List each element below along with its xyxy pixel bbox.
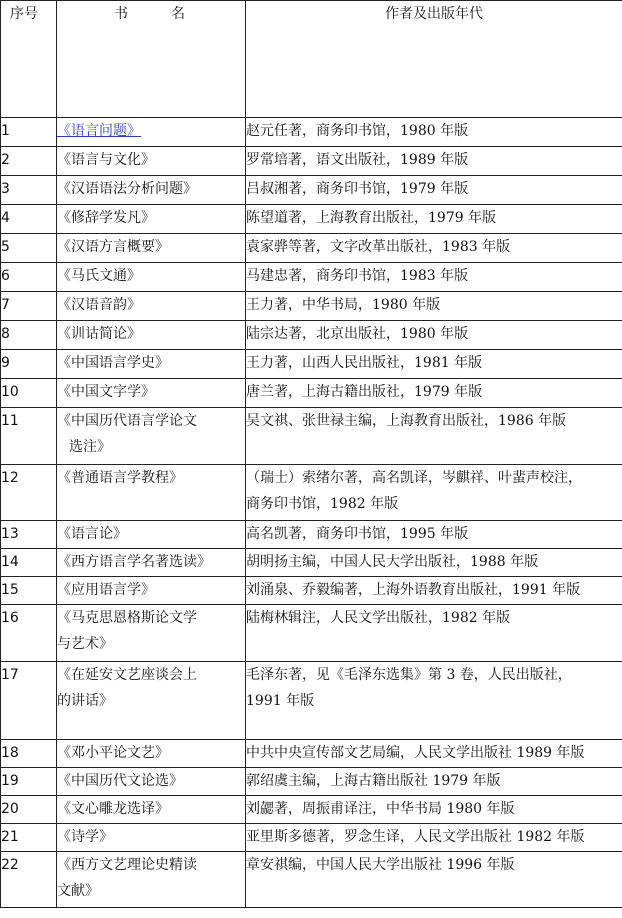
row-title-line-2: 选注》 [69,439,111,455]
row-author: 袁家骅等著，文字改革出版社，1983 年版 [246,234,622,263]
row-number: 17 [1,662,57,740]
table-row [1,852,622,908]
row-number: 4 [1,205,57,234]
row-title: 《中国历代文论选》 [57,768,246,796]
header-title-char-1: 书 [114,6,131,22]
table-row [1,408,622,465]
row-author: 马建忠著，商务印书馆，1983 年版 [246,263,622,292]
row-number: 2 [1,147,57,176]
row-title [57,408,246,465]
row-title [57,662,246,740]
row-title: 《训诂简论》 [57,321,246,350]
row-title: 《修辞学发凡》 [57,205,246,234]
row-author: 唐兰著，上海古籍出版社，1979 年版 [246,379,622,408]
table-row [1,521,622,549]
table-row [1,379,622,408]
row-author: 罗常培著，语文出版社，1989 年版 [246,147,622,176]
row-author: 王力著，山西人民出版社，1981 年版 [246,350,622,379]
table-row [1,740,622,768]
row-title: 《邓小平论文艺》 [57,740,246,768]
table-row [1,263,622,292]
row-number: 7 [1,292,57,321]
row-title: 《诗学》 [57,824,246,852]
row-author: 高名凯著，商务印书馆，1995 年版 [246,521,622,549]
row-author-line-2: 商务印书馆，1982 年版 [246,496,399,512]
row-author: 陆宗达著，北京出版社，1980 年版 [246,321,622,350]
row-title-line-2: 与艺术》 [57,636,113,652]
row-author: 王力著，中华书局，1980 年版 [246,292,622,321]
header-index: 序号 [1,1,57,118]
table-row [1,768,622,796]
row-author: 赵元任著，商务印书馆，1980 年版 [246,118,622,147]
row-author-line-1: 毛泽东著，见《毛泽东选集》第 3 卷，人民出版社， [246,667,572,683]
row-number: 6 [1,263,57,292]
row-number: 11 [1,408,57,465]
row-title-line-2: 文献》 [57,883,99,899]
row-number: 9 [1,350,57,379]
table-row [1,147,622,176]
table-row [1,796,622,824]
row-title: 《汉语音韵》 [57,292,246,321]
table-row [1,205,622,234]
table-row [1,662,622,740]
row-title: 《普通语言学教程》 [57,465,246,521]
row-title-line-1: 《西方文艺理论史精读 [57,857,197,873]
table-row [1,234,622,263]
row-number: 5 [1,234,57,263]
row-author: 陈望道著，上海教育出版社，1979 年版 [246,205,622,234]
row-author: 胡明扬主编，中国人民大学出版社，1988 年版 [246,549,622,577]
row-author [246,662,622,740]
row-author: 陆梅林辑注，人民文学出版社，1982 年版 [246,605,622,662]
row-title-line-1: 《马克思恩格斯论文学 [57,610,197,626]
row-number: 10 [1,379,57,408]
table-row [1,577,622,605]
row-title [57,118,246,147]
row-author: 刘涌泉、乔毅编著，上海外语教育出版社，1991 年版 [246,577,622,605]
row-title: 《中国文字学》 [57,379,246,408]
row-author-line-2: 1991 年版 [246,693,315,709]
row-title: 《文心雕龙选译》 [57,796,246,824]
row-author [246,465,622,521]
row-title [57,605,246,662]
row-author: 吴文祺、张世禄主编，上海教育出版社，1986 年版 [246,408,622,465]
row-author: 亚里斯多德著，罗念生译，人民文学出版社 1982 年版 [246,824,622,852]
row-number: 15 [1,577,57,605]
table-row [1,118,622,147]
row-number: 8 [1,321,57,350]
row-author: 中共中央宣传部文艺局编，人民文学出版社 1989 年版 [246,740,622,768]
table-row [1,292,622,321]
table-row [1,176,622,205]
table-row [1,350,622,379]
row-author-line-1: （瑞士）索绪尔著，高名凯译，岑麒祥、叶蜚声校注， [246,470,582,486]
row-title: 《语言与文化》 [57,147,246,176]
table-row [1,321,622,350]
row-title: 《马氏文通》 [57,263,246,292]
row-title: 《汉语语法分析问题》 [57,176,246,205]
row-author: 章安祺编，中国人民大学出版社 1996 年版 [246,852,622,908]
table-row [1,549,622,577]
table-row [1,824,622,852]
row-number: 16 [1,605,57,662]
row-number: 1 [1,118,57,147]
row-title [57,852,246,908]
row-title: 《应用语言学》 [57,577,246,605]
row-title-line-1: 《在延安文艺座谈会上 [57,667,197,683]
book-title-link[interactable]: 《语言问题》 [57,123,141,139]
row-title: 《中国语言学史》 [57,350,246,379]
row-number: 18 [1,740,57,768]
row-number: 12 [1,465,57,521]
row-author: 郭绍虞主编，上海古籍出版社 1979 年版 [246,768,622,796]
row-title: 《西方语言学名著选读》 [57,549,246,577]
row-title-line-2: 的讲话》 [57,693,113,709]
row-number: 3 [1,176,57,205]
header-title-char-2: 名 [171,6,188,22]
row-title: 《汉语方言概要》 [57,234,246,263]
row-number: 20 [1,796,57,824]
row-author: 刘勰著，周振甫译注，中华书局 1980 年版 [246,796,622,824]
row-title-line-1: 《中国历代语言学论文 [57,413,197,429]
row-number: 21 [1,824,57,852]
row-number: 14 [1,549,57,577]
table-row [1,465,622,521]
row-title: 《语言论》 [57,521,246,549]
row-number: 19 [1,768,57,796]
row-number: 13 [1,521,57,549]
header-title [57,1,246,118]
header-author: 作者及出版年代 [246,1,622,118]
row-number: 22 [1,852,57,908]
row-author: 吕叔湘著，商务印书馆，1979 年版 [246,176,622,205]
header-row [1,1,622,118]
table-row [1,605,622,662]
